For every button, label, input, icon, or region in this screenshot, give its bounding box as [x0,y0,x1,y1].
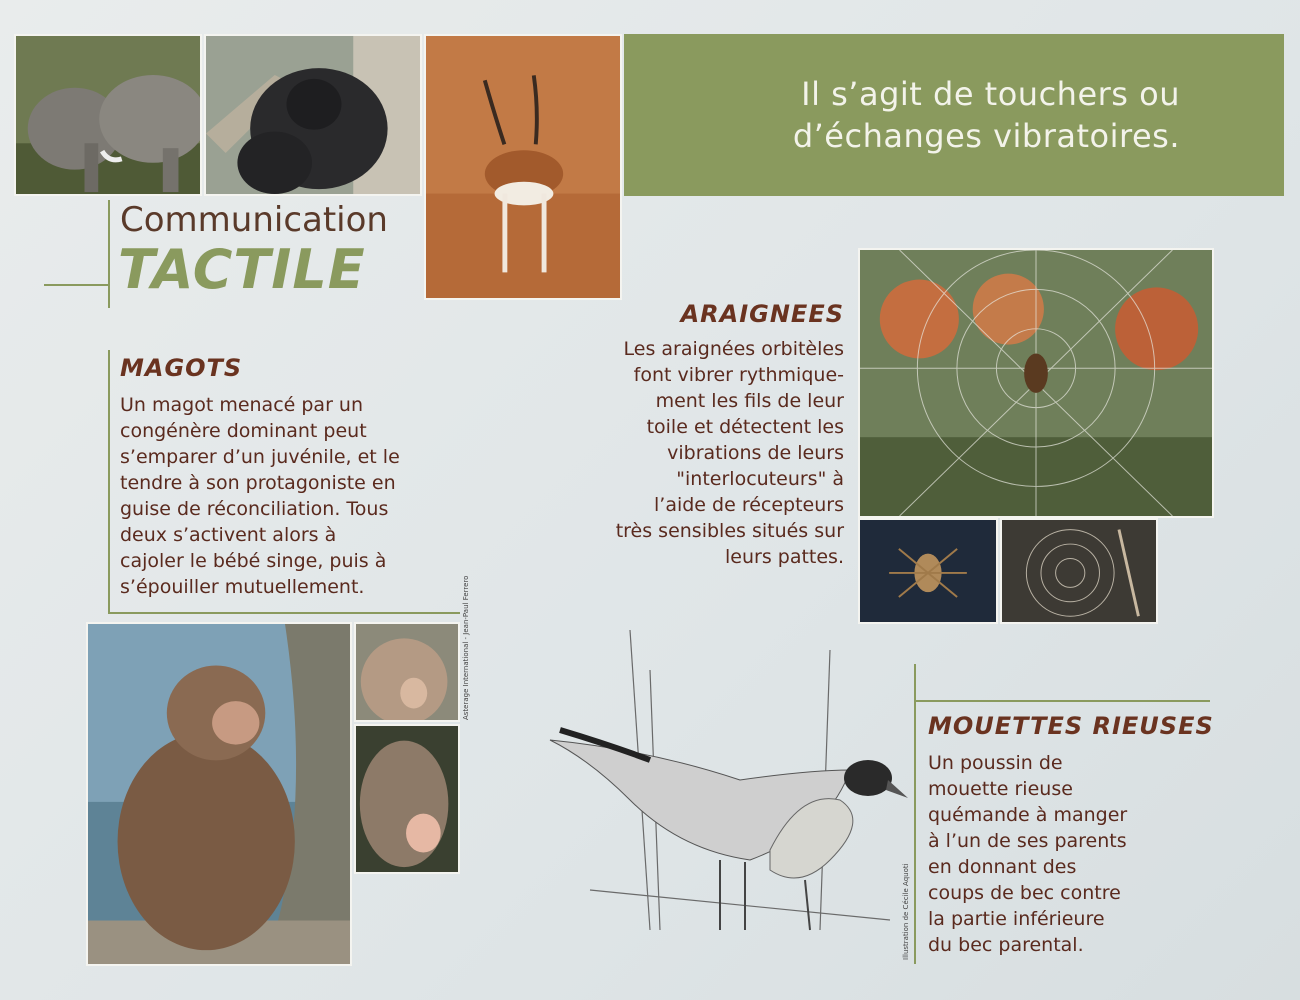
araignees-line: très sensibles situés sur [615,520,844,542]
photo-credit: Asterage International - Jean-Paul Ferrero [462,575,470,720]
title-horizontal-rule [44,284,110,286]
intro-banner [624,34,1284,196]
magots-line: Un magot menacé par un [120,394,364,416]
mouettes-line: en donnant des [928,856,1077,878]
magots-line: congénère dominant peut [120,420,367,442]
araignees-line: vibrations de leurs [667,442,844,464]
magots-line: s’épouiller mutuellement. [120,576,365,598]
araignees-text [616,336,844,570]
magots-horizontal-rule [108,612,460,614]
mouettes-line: à l’un de ses parents [928,830,1127,852]
mouettes-heading: MOUETTES RIEUSES [928,712,1214,740]
banner-line-1: Il s’agit de touchers ou [801,75,1180,113]
araignees-line: leurs pattes. [725,546,844,568]
mouettes-line: coups de bec contre [928,882,1121,904]
magots-vertical-rule [108,350,110,612]
photo-gorillas [204,34,422,196]
mouettes-line: Un poussin de [928,752,1063,774]
photo-elephants [14,34,202,196]
illustration-credit: Illustration de Cécile Aquoti [902,863,910,960]
araignees-line: font vibrer rythmique- [633,364,844,386]
photo-macaque-large [86,622,352,966]
magots-line: tendre à son protagoniste en [120,472,396,494]
araignees-line: l’aide de récepteurs [654,494,844,516]
araignees-line: toile et détectent les [646,416,844,438]
title-communication: Communication [120,200,388,240]
mouettes-line: mouette rieuse [928,778,1073,800]
magots-line: deux s’activent alors à [120,524,337,546]
mouettes-line: quémande à manger [928,804,1128,826]
mouettes-line: du bec parental. [928,934,1084,956]
magots-line: guise de réconciliation. Tous [120,498,389,520]
araignees-line: Les araignées orbitèles [623,338,844,360]
photo-spider-closeup [858,518,998,624]
mouettes-line: la partie inférieure [928,908,1105,930]
magots-line: s’emparer d’un juvénile, et le [120,446,400,468]
title-tactile: TACTILE [118,238,366,301]
araignees-line: "interlocuteurs" à [676,468,844,490]
mouettes-vertical-rule [914,664,916,964]
title-vertical-rule [108,200,110,308]
magots-line: cajoler le bébé singe, puis à [120,550,387,572]
magots-heading: MAGOTS [120,354,243,382]
araignees-heading: ARAIGNEES [680,300,844,328]
araignees-line: ment les fils de leur [655,390,844,412]
banner-line-2: d’échanges vibratoires. [792,117,1180,155]
photo-spider-web [858,248,1214,518]
photo-springboks [424,34,622,300]
photo-macaque-small-2 [354,724,460,874]
gull-illustration [530,630,910,960]
magots-text [120,392,400,600]
mouettes-text [928,750,1127,958]
photo-spider-web-dew [1000,518,1158,624]
mouettes-horizontal-rule [914,700,1210,702]
photo-macaque-small-1 [354,622,460,722]
